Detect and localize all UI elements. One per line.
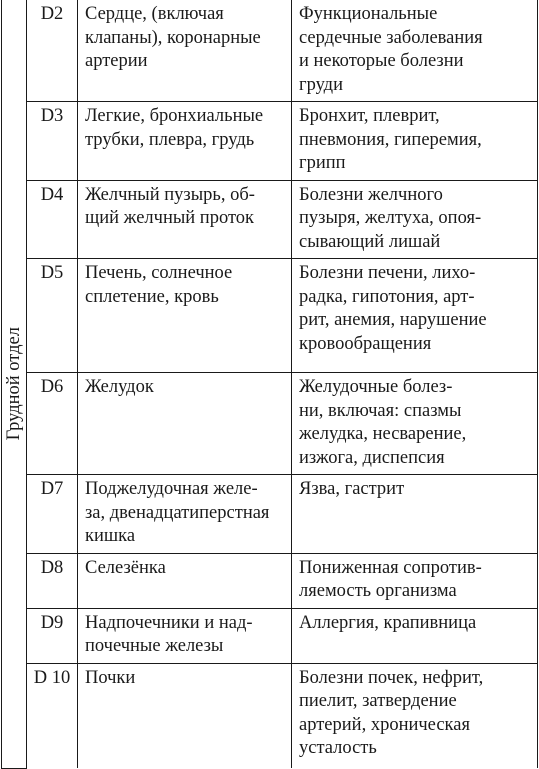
organ-line: Легкие, бронхиальные	[85, 106, 264, 126]
table-row	[2, 373, 538, 475]
vertebra-code-cell	[27, 102, 78, 181]
organ-line: Печень, солнечное	[85, 263, 233, 283]
spine-table-body	[2, 0, 538, 768]
organ-line: Желчный пузырь, об-	[85, 184, 255, 205]
vertebra-code-cell	[27, 663, 78, 768]
spine-table	[1, 0, 538, 769]
disease-cell	[292, 608, 538, 663]
disease-line: ляемость организма	[299, 581, 457, 601]
organ-line: сплетение, кровь	[85, 286, 219, 307]
disease-line: Болезни печени, лихо-	[299, 263, 476, 283]
disease-line: Функциональные	[299, 4, 438, 24]
organ-cell	[78, 373, 292, 475]
organ-line: клапаны), коронарные	[85, 27, 261, 48]
section-label: Грудной отдел	[4, 327, 24, 441]
organ-cell	[78, 102, 292, 181]
organ-cell	[78, 0, 292, 102]
table-row	[2, 553, 538, 608]
disease-line: пузыря, желтуха, опоя-	[299, 208, 482, 228]
organ-line: Желудок	[85, 377, 154, 397]
disease-line: грипп	[299, 153, 346, 173]
disease-cell	[292, 553, 538, 608]
vertebra-code-cell	[27, 553, 78, 608]
vertebra-code: D 10	[33, 667, 71, 688]
vertebra-code-cell	[27, 608, 78, 663]
organ-cell	[78, 475, 292, 554]
organ-cell	[78, 180, 292, 259]
disease-line: Аллергия, крапивница	[299, 612, 477, 633]
disease-cell	[292, 180, 538, 259]
disease-line: изжога, диспепсия	[299, 447, 445, 468]
organ-line: Сердце, (включая	[85, 4, 224, 24]
table-row	[2, 180, 538, 259]
table-row	[2, 0, 538, 102]
disease-cell	[292, 0, 538, 102]
organ-line: Селезёнка	[85, 557, 166, 578]
table-row	[2, 663, 538, 768]
organ-line: щий желчный проток	[85, 208, 255, 228]
table-row	[2, 608, 538, 663]
vertebra-code-cell	[27, 180, 78, 259]
organ-line: трубки, плевра, грудь	[85, 129, 255, 150]
table-row	[2, 259, 538, 373]
disease-line: сердечные заболевания	[299, 27, 483, 48]
disease-line: артерий, хроническая	[299, 714, 470, 735]
vertebra-code: D4	[40, 184, 64, 205]
disease-line: Язва, гастрит	[299, 479, 405, 499]
organ-cell	[78, 663, 292, 768]
disease-cell	[292, 475, 538, 554]
disease-line: Бронхит, плеврит,	[299, 106, 440, 126]
organ-line: почечные железы	[85, 636, 224, 656]
disease-line: Болезни желчного	[299, 184, 443, 205]
disease-line: пневмония, гиперемия,	[299, 129, 482, 150]
vertebra-code: D8	[40, 557, 64, 578]
organ-line: Надпочечники и над-	[85, 612, 253, 633]
disease-cell	[292, 102, 538, 181]
disease-line: усталость	[299, 738, 377, 758]
vertebra-code-cell	[27, 259, 78, 373]
organ-cell	[78, 608, 292, 663]
organ-cell	[78, 259, 292, 373]
disease-cell	[292, 663, 538, 768]
organ-cell	[78, 553, 292, 608]
disease-cell	[292, 259, 538, 373]
table-row	[2, 102, 538, 181]
organ-line: Почки	[85, 667, 136, 688]
disease-line: рит, анемия, нарушение	[299, 310, 487, 330]
organ-line: артерии	[85, 51, 148, 71]
disease-line: Пониженная сопротив-	[299, 557, 482, 578]
vertebra-code: D2	[40, 4, 64, 24]
vertebra-code: D5	[40, 263, 64, 283]
disease-line: и некоторые болезни	[299, 51, 464, 71]
organ-line: Поджелудочная желе-	[85, 479, 258, 499]
disease-line: кровообращения	[299, 333, 432, 354]
organ-line: за, двенадцатиперстная	[85, 502, 270, 523]
disease-line: сывающий лишай	[299, 231, 441, 252]
disease-line: ни, включая: спазмы	[299, 400, 462, 421]
disease-line: пиелит, затвердение	[299, 691, 457, 711]
disease-line: груди	[299, 74, 343, 95]
disease-line: Болезни почек, нефрит,	[299, 667, 484, 688]
vertebra-code: D9	[40, 612, 64, 633]
section-cell	[2, 0, 27, 768]
vertebra-code-cell	[27, 475, 78, 554]
disease-line: желудка, несварение,	[299, 424, 467, 444]
disease-line: радка, гипотония, арт-	[299, 286, 475, 307]
table-row	[2, 475, 538, 554]
vertebra-code: D3	[40, 106, 64, 126]
vertebra-code-cell	[27, 0, 78, 102]
vertebra-code: D6	[40, 377, 64, 397]
disease-cell	[292, 373, 538, 475]
organ-line: кишка	[85, 526, 136, 546]
vertebra-code-cell	[27, 373, 78, 475]
disease-line: Желудочные болез-	[299, 377, 453, 397]
vertebra-code: D7	[40, 479, 64, 499]
